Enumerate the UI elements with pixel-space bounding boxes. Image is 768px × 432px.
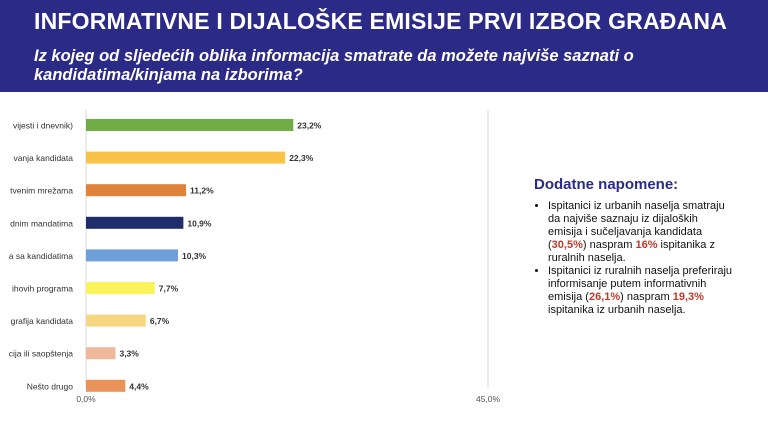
note-highlight: 19,3% xyxy=(672,291,704,303)
bar xyxy=(86,152,285,164)
note-text: ) naspram xyxy=(582,239,636,251)
data-label: 4,4% xyxy=(129,381,149,392)
data-label: 6,7% xyxy=(149,316,170,327)
x-tick-label: 45,0% xyxy=(475,394,501,404)
notes-panel xyxy=(534,176,734,317)
note-text: ispitanika z ruralnih naselja. xyxy=(548,239,715,264)
bar xyxy=(86,217,183,229)
note-highlight: 30,5% xyxy=(551,239,583,251)
note-highlight: 26,1% xyxy=(588,291,621,303)
category-label: vanja kandidata xyxy=(13,153,73,164)
question-subtitle: Iz kojeg od sljedećih oblika informacija smatrate da možete najviše saznati o kandidatima/kinjama na izborima? xyxy=(34,47,634,84)
bar xyxy=(86,184,186,196)
category-label: cija ili saopštenja xyxy=(8,348,73,359)
bar xyxy=(86,249,178,261)
data-label: 10,9% xyxy=(187,218,212,229)
data-label: 22,3% xyxy=(289,153,314,164)
category-label: ihovih programa xyxy=(12,283,73,294)
title-banner xyxy=(0,0,768,92)
note-text: Ispitanici iz ruralnih naselja preferiraju informisanje putem informativnih emisija ( xyxy=(548,265,733,303)
category-label: a sa kandidatima xyxy=(8,250,73,261)
category-label: vijesti i dnevnik) xyxy=(13,120,73,131)
bar xyxy=(86,347,115,359)
bar xyxy=(86,282,155,294)
x-tick-label: 0,0% xyxy=(76,394,96,404)
note-item-rural xyxy=(548,265,734,317)
category-label: tvenim mrežama xyxy=(10,185,73,196)
bar-chart xyxy=(0,92,530,412)
data-label: 10,3% xyxy=(182,250,207,261)
note-text: ispitanika iz urbanih naselja. xyxy=(548,304,686,316)
notes-title: Dodatne napomene: xyxy=(534,176,679,193)
data-label: 7,7% xyxy=(158,283,179,294)
data-label: 3,3% xyxy=(119,348,139,359)
category-label: Nešto drugo xyxy=(26,381,73,392)
data-label: 23,2% xyxy=(297,120,322,131)
note-text: ) naspram xyxy=(620,291,673,303)
note-highlight: 16% xyxy=(635,239,658,251)
note-item-urban xyxy=(548,200,734,265)
category-label: grafija kandidata xyxy=(10,316,73,327)
page-title: INFORMATIVNE I DIJALOŠKE EMISIJE PRVI IZBOR GRAĐANA xyxy=(34,8,728,34)
bar xyxy=(86,380,125,392)
data-label: 11,2% xyxy=(190,185,214,196)
bar xyxy=(86,119,293,131)
bar xyxy=(86,315,146,327)
note-text: Ispitanici iz urbanih naselja smatraju da najviše saznaju iz dijaloških emisija i sučeljavanja kandidata ( xyxy=(548,200,725,251)
notes-list xyxy=(534,200,734,317)
category-label: dnim mandatima xyxy=(10,218,73,229)
